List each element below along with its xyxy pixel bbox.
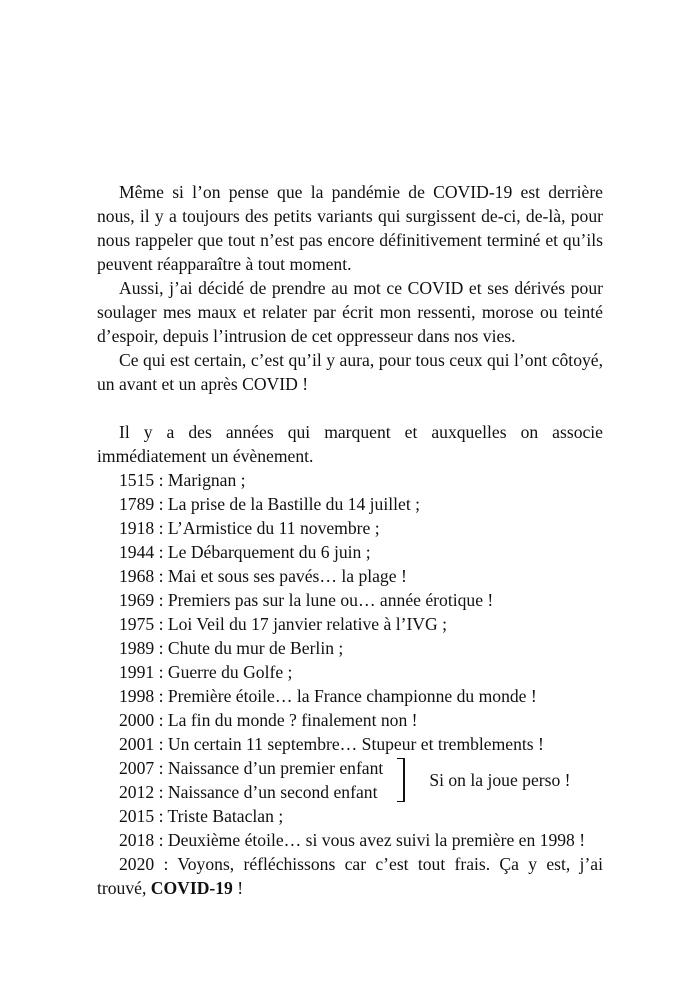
personal-years-group <box>97 756 603 804</box>
intro-paragraph-2: Aussi, j’ai décidé de prendre au mot ce COVID et ses dérivés pour soulager mes maux et relater par écrit mon ressenti, morose ou teinté d’espoir, depuis l’intrusion de cet oppresseur dans nos vies. <box>97 278 603 346</box>
year-item: 1989 : Chute du mur de Berlin ; <box>119 638 344 658</box>
year-item: 1991 : Guerre du Golfe ; <box>119 662 293 682</box>
bracket-mark <box>397 758 407 802</box>
year-item: 2018 : Deuxième étoile… si vous avez suivi la première en 1998 ! <box>119 830 586 850</box>
year-item: 2015 : Triste Bataclan ; <box>119 806 284 826</box>
year-item-2007: 2007 : Naissance d’un premier enfant <box>119 758 384 778</box>
years-intro-paragraph: Il y a des années qui marquent et auxquelles on associe immédiatement un évènement. <box>97 422 603 466</box>
year-list <box>97 468 603 852</box>
year-item: 1944 : Le Débarquement du 6 juin ; <box>119 542 371 562</box>
year-item: 1515 : Marignan ; <box>119 470 246 490</box>
year-item: 1789 : La prise de la Bastille du 14 juillet ; <box>119 494 420 514</box>
year-item: 1918 : L’Armistice du 11 novembre ; <box>119 518 380 538</box>
final-bold-text: COVID-19 <box>150 878 233 898</box>
document-page <box>97 180 603 900</box>
year-item-2012: 2012 : Naissance d’un second enfant <box>119 782 378 802</box>
year-item: 2001 : Un certain 11 septembre… Stupeur et tremblements ! <box>119 734 544 754</box>
year-item: 1998 : Première étoile… la France championne du monde ! <box>119 686 537 706</box>
personal-note: Si on la joue perso ! <box>429 770 571 790</box>
intro-paragraph-1: Même si l’on pense que la pandémie de COVID-19 est derrière nous, il y a toujours des petits variants qui surgissent de-ci, de-là, pour nous rappeler que tout n’est pas encore définitivement terminé et qu’ils peuvent réapparaître à tout moment. <box>97 182 603 274</box>
year-item: 1969 : Premiers pas sur la lune ou… année érotique ! <box>119 590 494 610</box>
year-item: 1975 : Loi Veil du 17 janvier relative à l’IVG ; <box>119 614 448 634</box>
final-year-item <box>97 852 603 900</box>
year-item: 2000 : La fin du monde ? finalement non ! <box>119 710 418 730</box>
year-item: 1968 : Mai et sous ses pavés… la plage ! <box>119 566 407 586</box>
intro-paragraph-3: Ce qui est certain, c’est qu’il y aura, pour tous ceux qui l’ont côtoyé, un avant et un après COVID ! <box>97 350 603 394</box>
final-tail-text: ! <box>232 878 244 898</box>
final-lead-text: 2020 : Voyons, réfléchissons car c’est tout frais. Ça y est, j’ai trouvé, <box>97 854 603 898</box>
